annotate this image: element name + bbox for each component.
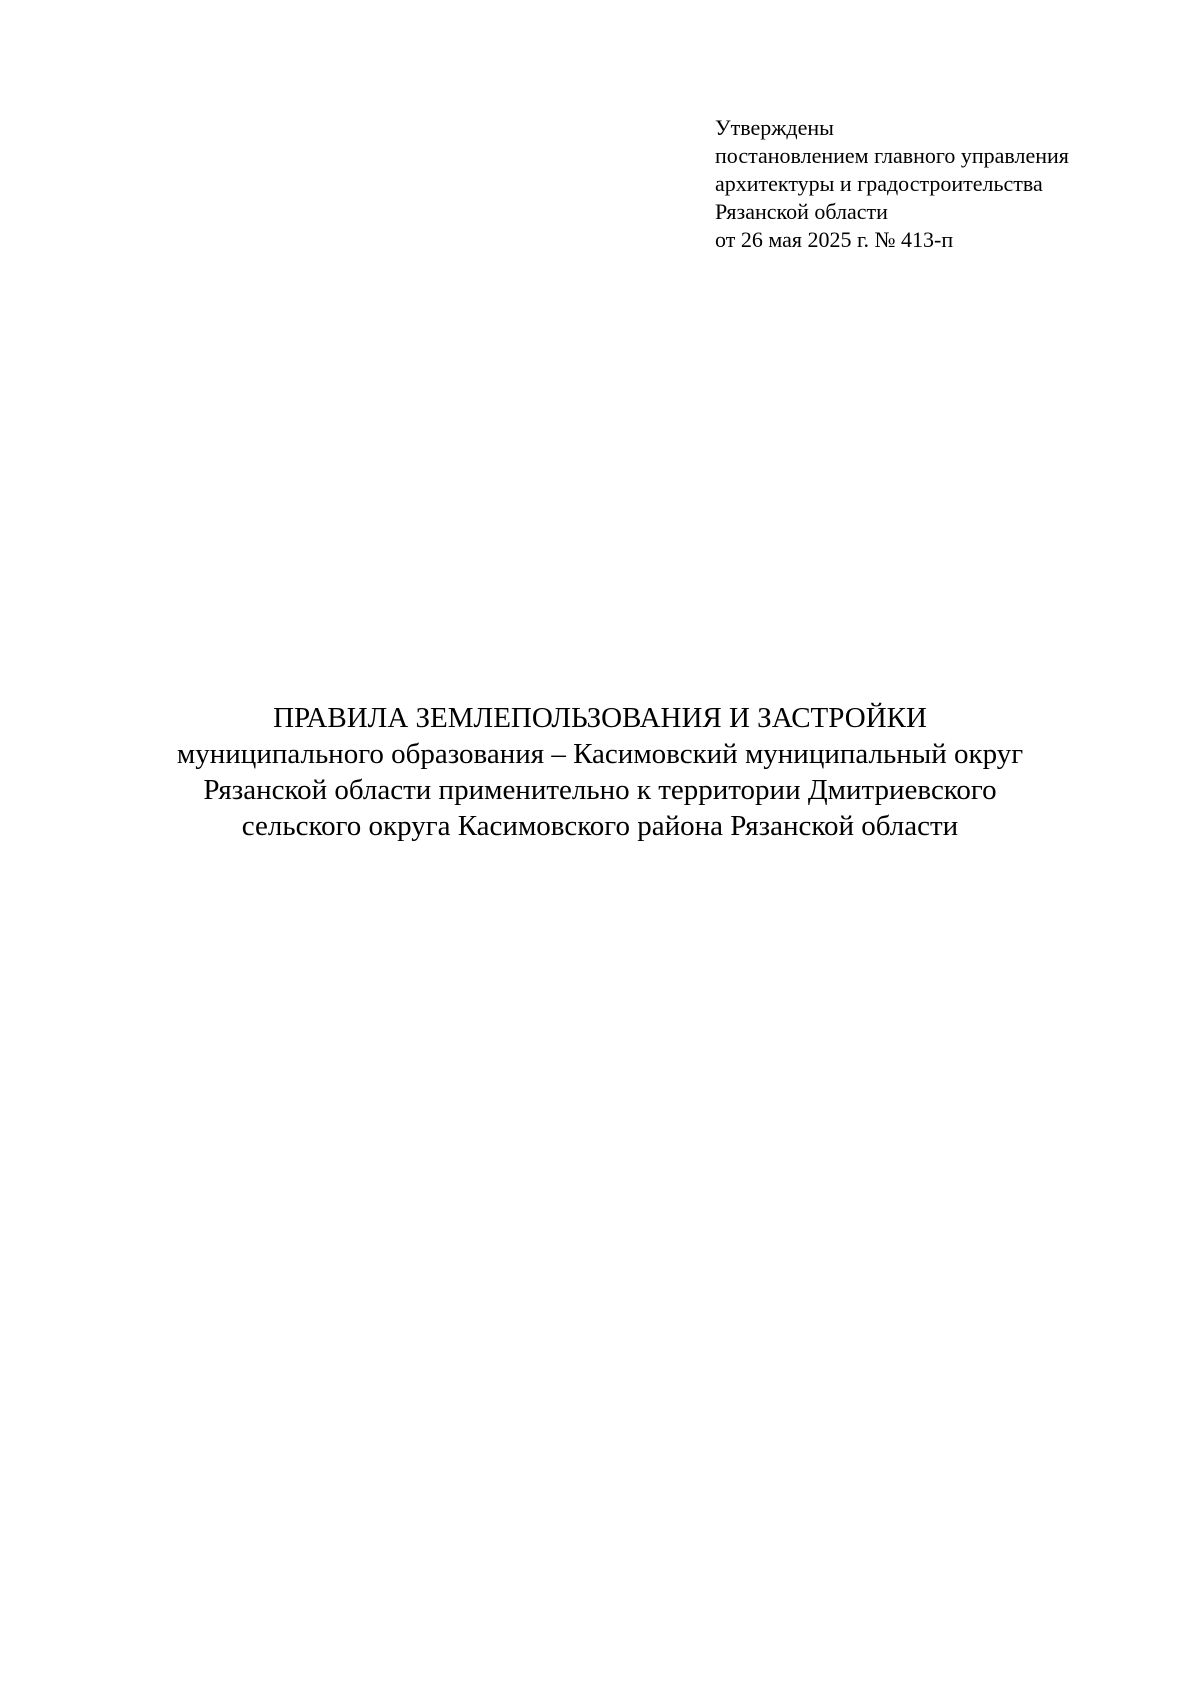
approval-line-approved: Утверждены	[715, 115, 834, 140]
document-heading: ПРАВИЛА ЗЕМЛЕПОЛЬЗОВАНИЯ И ЗАСТРОЙКИ	[273, 702, 927, 734]
approval-line-resolution: постановлением главного управления	[715, 143, 1069, 168]
document-subtitle-line: Рязанской области применительно к территории Дмитриевского	[203, 774, 997, 806]
approval-line-department: архитектуры и градостроительства	[715, 171, 1043, 196]
approval-stamp	[715, 114, 1155, 254]
document-title-block	[100, 700, 1100, 844]
document-subtitle-line: муниципального образования – Касимовский муниципальный округ	[176, 738, 1024, 770]
approval-line-region: Рязанской области	[715, 199, 888, 224]
document-subtitle-line: сельского округа Касимовского района Рязанской области	[241, 810, 959, 842]
approval-line-date-number: от 26 мая 2025 г. № 413-п	[715, 227, 954, 252]
